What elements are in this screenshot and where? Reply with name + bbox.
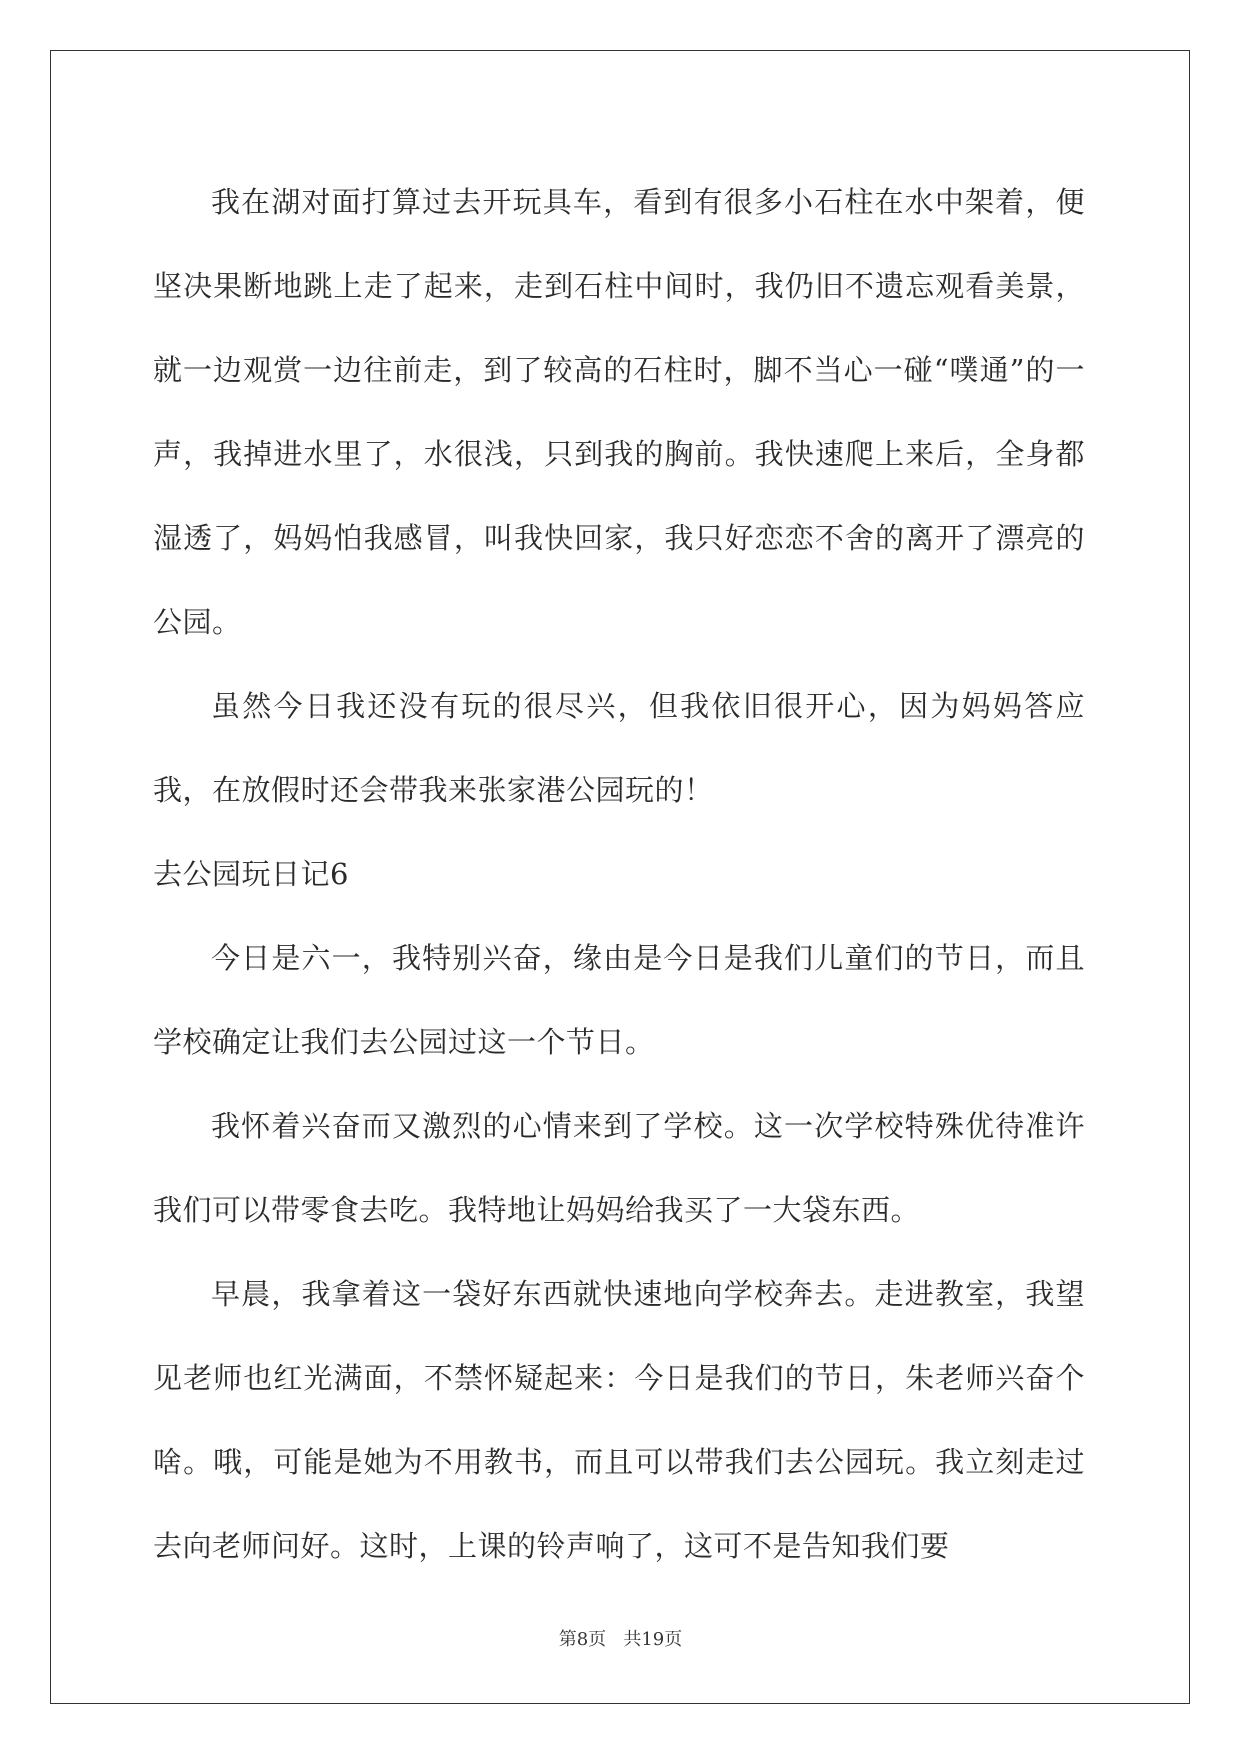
paragraph: 早晨，我拿着这一袋好东西就快速地向学校奔去。走进教室，我望见老师也红光满面，不禁怀疑起来：今日是我们的节日，朱老师兴奋个啥。哦，可能是她为不用教书，而且可以带我们去公园玩。我立刻走过去向老师问好。这时，上课的铃声响了，这可不是告知我们要 (153, 1277, 1085, 1563)
page-total: 共19页 (623, 1629, 683, 1650)
section-heading: 去公园玩日记6 (153, 857, 349, 891)
document-body (153, 160, 1085, 1588)
page-footer (0, 1628, 1241, 1652)
paragraph: 我怀着兴奋而又激烈的心情来到了学校。这一次学校特殊优待准许我们可以带零食去吃。我特地让妈妈给我买了一大袋东西。 (153, 1109, 1085, 1227)
paragraph: 我在湖对面打算过去开玩具车，看到有很多小石柱在水中架着，便坚决果断地跳上走了起来，走到石柱中间时，我仍旧不遗忘观看美景，就一边观赏一边往前走，到了较高的石柱时，脚不当心一碰“噗通”的一声，我掉进水里了，水很浅，只到我的胸前。我快速爬上来后，全身都湿透了，妈妈怕我感冒，叫我快回家，我只好恋恋不舍的离开了漂亮的公园。 (153, 185, 1085, 639)
paragraph: 虽然今日我还没有玩的很尽兴，但我依旧很开心，因为妈妈答应我，在放假时还会带我来张家港公园玩的！ (153, 689, 1085, 807)
paragraph: 今日是六一，我特别兴奋，缘由是今日是我们儿童们的节日，而且学校确定让我们去公园过这一个节日。 (153, 941, 1085, 1059)
page-number: 第8页 (558, 1629, 607, 1650)
